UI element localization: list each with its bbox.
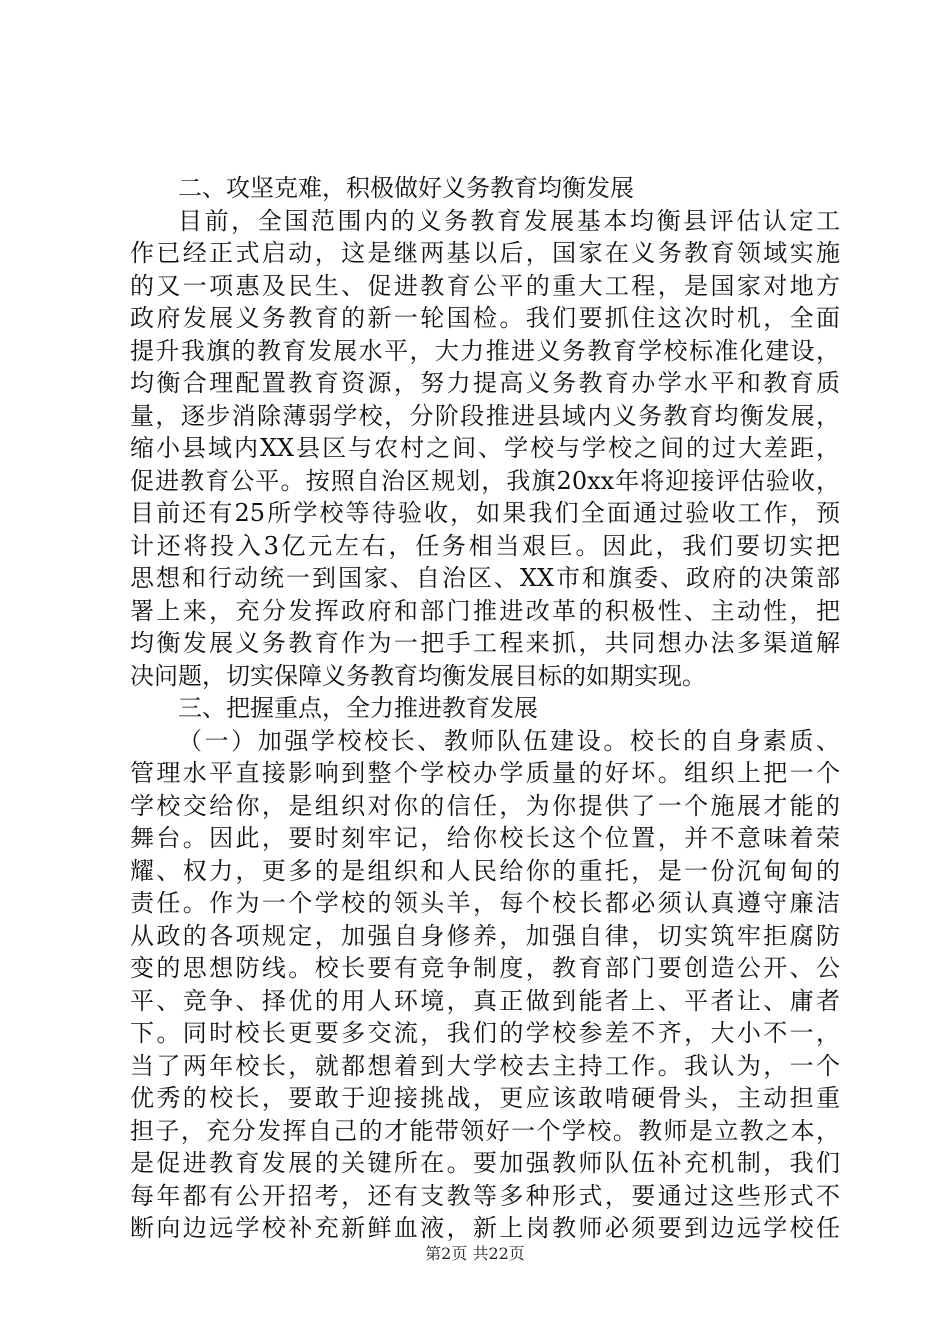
paragraph-line: 是促进教育发展的关键所在。要加强教师队伍补充机制，我们 bbox=[130, 1149, 840, 1177]
paragraph-line: 下。同时校长更要多交流，我们的学校参差不齐，大小不一， bbox=[130, 1019, 840, 1047]
section-heading-3: 三、把握重点，全力推进教育发展 bbox=[178, 694, 538, 722]
paragraph-line: 均衡发展义务教育作为一把手工程来抓，共同想办法多渠道解 bbox=[130, 629, 840, 657]
paragraph-line: 缩小县域内XX县区与农村之间、学校与学校之间的过大差距， bbox=[130, 434, 840, 462]
paragraph-line: 署上来，充分发挥政府和部门推进改革的积极性、主动性，把 bbox=[130, 596, 840, 625]
paragraph-line: 耀、权力，更多的是组织和人民给你的重托，是一份沉甸甸的 bbox=[130, 856, 840, 885]
section-heading-2: 二、攻坚克难，积极做好义务教育均衡发展 bbox=[178, 174, 634, 202]
paragraph-line: 断向边远学校补充新鲜血液，新上岗教师必须要到边远学校任 bbox=[130, 1214, 840, 1242]
paragraph-line: 量，逐步消除薄弱学校，分阶段推进县域内义务教育均衡发展， bbox=[130, 401, 840, 430]
paragraph-line: 思想和行动统一到国家、自治区、XX市和旗委、政府的决策部 bbox=[130, 564, 840, 592]
paragraph-line: 从政的各项规定，加强自身修养，加强自律，切实筑牢拒腐防 bbox=[130, 921, 840, 950]
paragraph-line: 促进教育公平。按照自治区规划，我旗20xx年将迎接评估验收， bbox=[130, 466, 840, 495]
paragraph-line: （一）加强学校校长、教师队伍建设。校长的自身素质、 bbox=[178, 726, 840, 755]
paragraph-line: 的又一项惠及民生、促进教育公平的重大工程，是国家对地方 bbox=[130, 271, 840, 300]
paragraph-line: 平、竞争、择优的用人环境，真正做到能者上、平者让、庸者 bbox=[130, 986, 840, 1015]
paragraph-line: 管理水平直接影响到整个学校办学质量的好坏。组织上把一个 bbox=[130, 759, 840, 787]
paragraph-line: 目前，全国范围内的义务教育发展基本均衡县评估认定工 bbox=[178, 206, 840, 235]
paragraph-line: 每年都有公开招考，还有支教等多种形式，要通过这些形式不 bbox=[130, 1181, 840, 1210]
paragraph-line: 作已经正式启动，这是继两基以后，国家在义务教育领域实施 bbox=[130, 239, 840, 267]
paragraph-line: 计还将投入3亿元左右，任务相当艰巨。因此，我们要切实把 bbox=[130, 531, 840, 560]
paragraph-line: 政府发展义务教育的新一轮国检。我们要抓住这次时机，全面 bbox=[130, 304, 840, 332]
paragraph-line: 学校交给你，是组织对你的信任，为你提供了一个施展才能的 bbox=[130, 791, 840, 820]
paragraph-line: 变的思想防线。校长要有竞争制度，教育部门要创造公开、公 bbox=[130, 954, 840, 982]
paragraph-line: 目前还有25所学校等待验收，如果我们全面通过验收工作，预 bbox=[130, 499, 840, 527]
paragraph-line: 当了两年校长，就都想着到大学校去主持工作。我认为，一个 bbox=[130, 1051, 840, 1080]
paragraph-line: 提升我旗的教育发展水平，大力推进义务教育学校标准化建设， bbox=[130, 336, 840, 365]
paragraph-line: 决问题，切实保障义务教育均衡发展目标的如期实现。 bbox=[130, 661, 706, 690]
paragraph-line: 担子，充分发挥自己的才能带领好一个学校。教师是立教之本， bbox=[130, 1116, 840, 1145]
paragraph-line: 均衡合理配置教育资源，努力提高义务教育办学水平和教育质 bbox=[130, 369, 840, 397]
document-body bbox=[130, 172, 840, 1245]
paragraph-line: 优秀的校长，要敢于迎接挑战，更应该敢啃硬骨头，主动担重 bbox=[130, 1084, 840, 1112]
page-number-footer: 第2页 共22页 bbox=[425, 1244, 525, 1263]
paragraph-line: 舞台。因此，要时刻牢记，给你校长这个位置，并不意味着荣 bbox=[130, 824, 840, 852]
paragraph-line: 责任。作为一个学校的领头羊，每个校长都必须认真遵守廉洁 bbox=[130, 889, 840, 917]
